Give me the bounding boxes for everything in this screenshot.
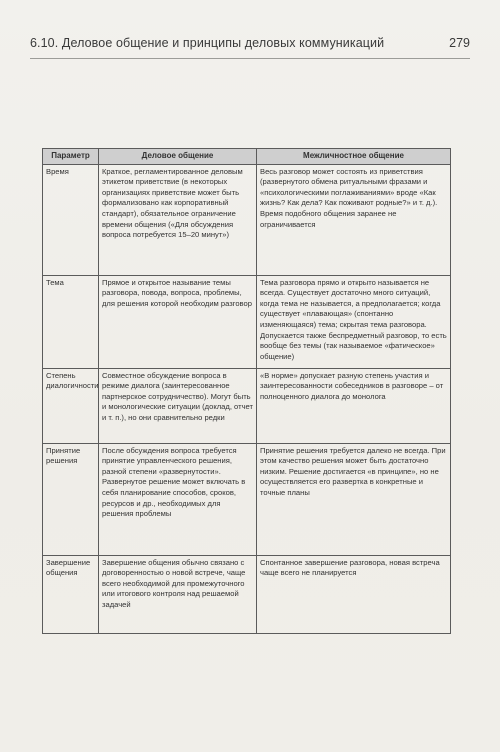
business-cell: После обсуждения вопроса требуется принятие управленческого решения, разной степени «развернутости». Развернутое решение может включать в себя планирование способов, сроков, ресурсов и др., необходимых для решения проблемы	[99, 443, 257, 555]
parameter-cell: Принятие решения	[43, 443, 99, 555]
table-header-row	[43, 149, 451, 165]
table-row	[43, 275, 451, 368]
comparison-table	[42, 148, 451, 634]
running-header	[30, 36, 470, 56]
parameter-cell: Время	[43, 164, 99, 275]
business-cell: Завершение общения обычно связано с договоренностью о новой встрече, чаще всего необходимой для промежуточного или итогового контроля над решаемой задачей	[99, 555, 257, 633]
parameter-cell: Завершение общения	[43, 555, 99, 633]
interpersonal-cell: Тема разговора прямо и открыто называется не всегда. Существует достаточно много ситуаций, когда тема не называется, а предполагается; когда существует «плавающая» (спонтанно изменяющаяся) тема; скрытая тема разговора. Допускается также беспредметный разговор, то есть вообще без темы (так называемое «фатическое» общение)	[257, 275, 451, 368]
interpersonal-cell: Весь разговор может состоять из приветствия (развернутого обмена ритуальными фразами и «психологическими поглаживаниями» вроде «Как жизнь? Как дела? Как поживают родные?» и т. д.). Время подобного общения заранее не ограничивается	[257, 164, 451, 275]
interpersonal-cell: «В норме» допускает разную степень участия и заинтересованности собеседников в разговоре – от полноценного диалога до монолога	[257, 368, 451, 443]
column-header-business: Деловое общение	[99, 149, 257, 165]
table-row	[43, 164, 451, 275]
interpersonal-cell: Принятие решения требуется далеко не всегда. При этом качество решения может быть достаточно низким. Решение достигается «в принципе», но не осуществляется его развертка в конкретные и точные планы	[257, 443, 451, 555]
column-header-interpersonal: Межличностное общение	[257, 149, 451, 165]
table-row	[43, 368, 451, 443]
parameter-cell: Степень диалогичности	[43, 368, 99, 443]
page-number: 279	[449, 36, 470, 50]
business-cell: Прямое и открытое называние темы разговора, повода, вопроса, проблемы, для решения которой необходим разговор	[99, 275, 257, 368]
interpersonal-cell: Спонтанное завершение разговора, новая встреча чаще всего не планируется	[257, 555, 451, 633]
parameter-cell: Тема	[43, 275, 99, 368]
column-header-parameter: Параметр	[43, 149, 99, 165]
business-cell: Краткое, регламентированное деловым этикетом приветствие (в некоторых организациях приветствие может быть формализовано как корпоративный стандарт), обязательное ограничение времени общения («Для обсуждения вопроса потребуется 15–20 минут»)	[99, 164, 257, 275]
table-row	[43, 443, 451, 555]
header-rule	[30, 58, 470, 59]
business-cell: Совместное обсуждение вопроса в режиме диалога (заинтересованное партнерское сотрудничество). Могут быть и монологические ситуации (доклад, отчет и т. п.), но они сравнительно редки	[99, 368, 257, 443]
chapter-title: 6.10. Деловое общение и принципы деловых коммуникаций	[30, 36, 385, 50]
table-row	[43, 555, 451, 633]
